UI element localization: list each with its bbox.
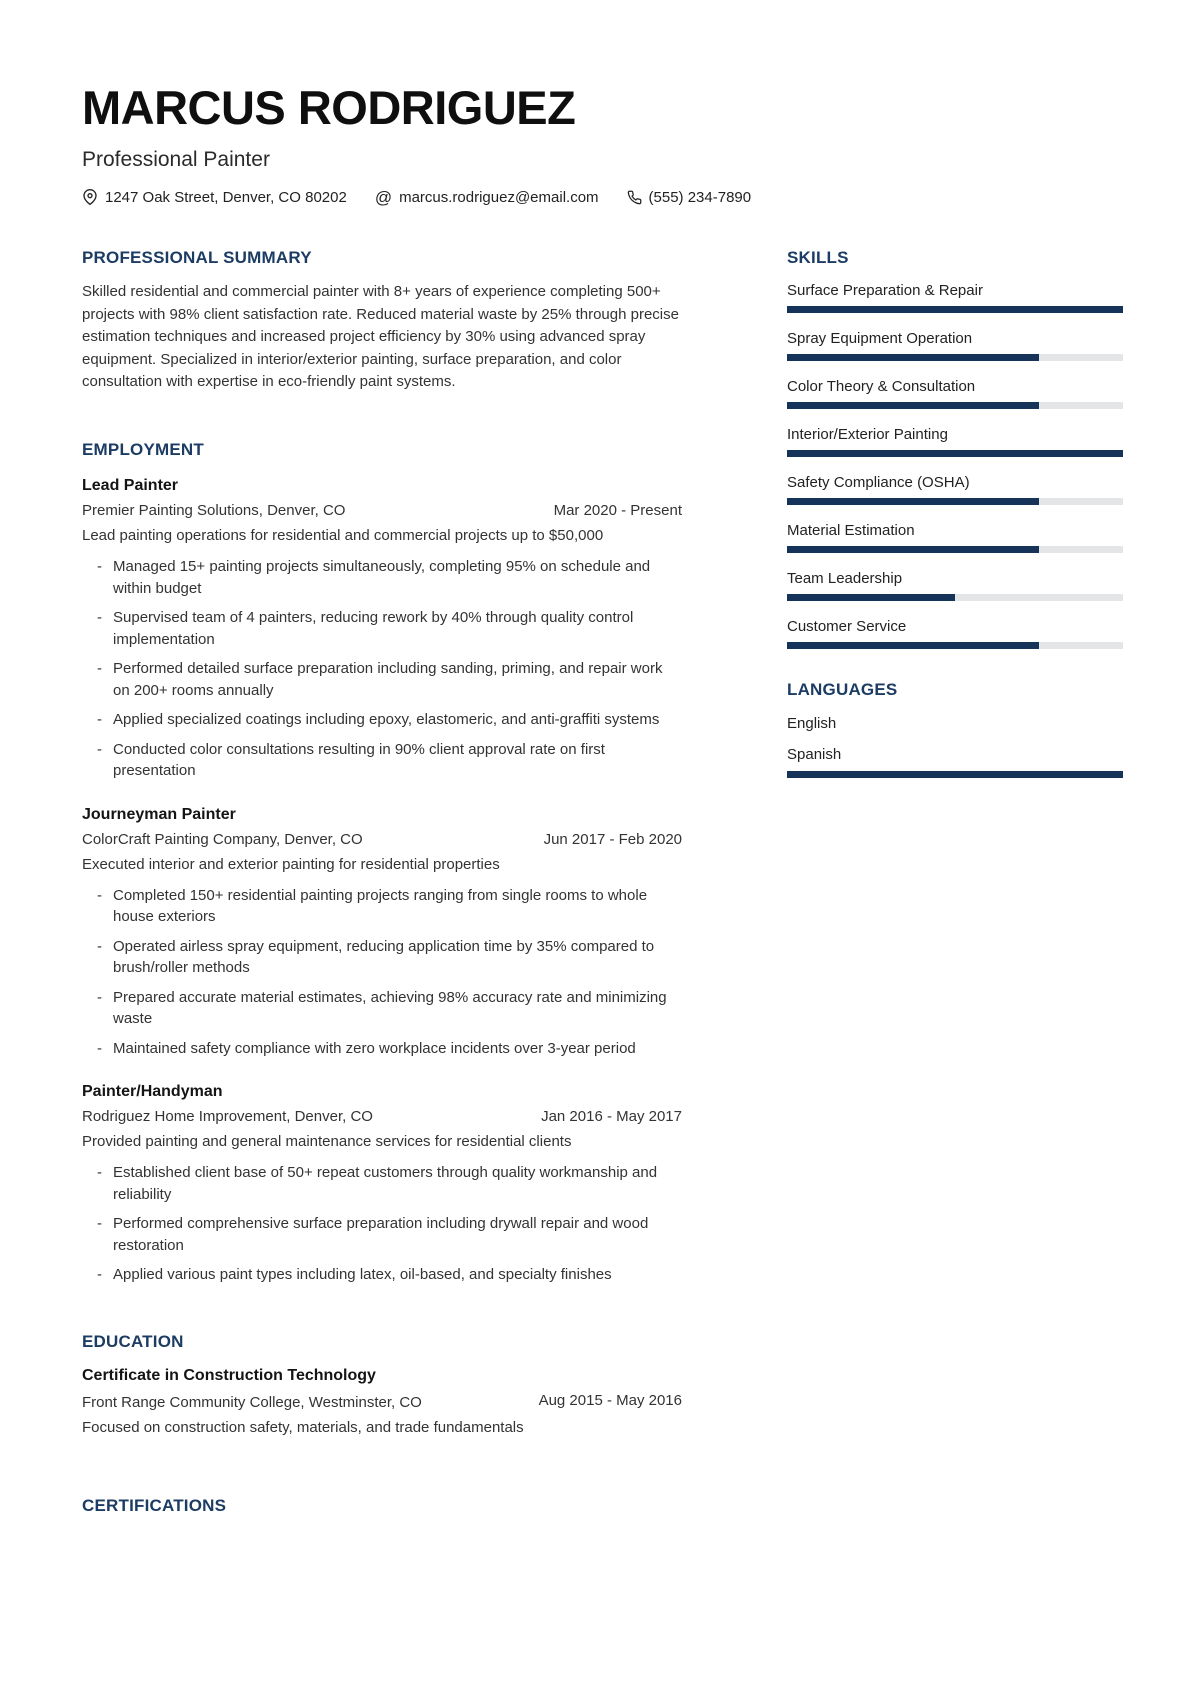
job-description: Lead painting operations for residential and commercial projects up to $50,000	[82, 527, 604, 545]
education-heading: EDUCATION	[82, 1331, 184, 1351]
skill-item	[787, 570, 1123, 601]
job-company: ColorCraft Painting Company, Denver, CO	[82, 830, 363, 848]
job-dates: Jun 2017 - Feb 2020	[543, 830, 682, 848]
bullet-dash: -	[97, 1215, 102, 1233]
bullet-dash: -	[97, 1266, 102, 1284]
education-description: Focused on construction safety, materials, and trade fundamentals	[82, 1419, 524, 1437]
contact-phone	[627, 189, 752, 206]
job-company-row	[82, 502, 682, 519]
job-entry	[82, 477, 682, 782]
skill-item	[787, 330, 1123, 361]
job-bullet	[82, 1038, 682, 1060]
skill-item	[787, 426, 1123, 457]
skills-list	[787, 282, 1123, 649]
skill-bar-track	[787, 546, 1123, 553]
employment-heading: EMPLOYMENT	[82, 439, 204, 459]
job-bullet-list	[82, 556, 682, 782]
bullet-dash: -	[97, 988, 102, 1006]
job-company: Premier Painting Solutions, Denver, CO	[82, 502, 346, 520]
skill-bar-track	[787, 354, 1123, 361]
contact-row	[82, 189, 1123, 206]
job-bullet	[82, 987, 682, 1030]
job-bullet	[82, 1213, 682, 1256]
bullet-text: Applied specialized coatings including epoxy, elastomeric, and anti-graffiti systems	[113, 711, 660, 729]
bullet-text: Established client base of 50+ repeat customers through quality workmanship and reliability	[113, 1164, 658, 1203]
job-bullet-list	[82, 885, 682, 1060]
email-at-icon: @	[374, 187, 393, 207]
phone-icon	[627, 190, 642, 205]
skill-bar-track	[787, 402, 1123, 409]
skill-bar-track	[787, 450, 1123, 457]
bullet-text: Performed detailed surface preparation including sanding, priming, and repair work on 200+ rooms annually	[113, 660, 663, 699]
job-bullet	[82, 936, 682, 979]
job-company: Rodriguez Home Improvement, Denver, CO	[82, 1108, 373, 1126]
job-bullet	[82, 1264, 682, 1286]
bullet-dash: -	[97, 1164, 102, 1182]
bullet-text: Supervised team of 4 painters, reducing rework by 40% through quality control implementation	[113, 609, 634, 648]
skill-item	[787, 618, 1123, 649]
skill-item	[787, 282, 1123, 313]
job-bullet	[82, 885, 682, 928]
education-school-row	[82, 1392, 682, 1414]
skill-bar-track	[787, 594, 1123, 601]
job-bullet	[82, 1162, 682, 1205]
language-label: English	[787, 714, 837, 732]
job-bullet	[82, 739, 682, 782]
job-title: Painter/Handyman	[82, 1083, 223, 1101]
main-column	[82, 248, 682, 1517]
skill-bar-fill	[787, 402, 1039, 409]
skill-label: Spray Equipment Operation	[787, 330, 973, 348]
job-bullet-list	[82, 1162, 682, 1286]
certifications-heading: CERTIFICATIONS	[82, 1496, 227, 1516]
skill-bar-track	[787, 306, 1123, 313]
skill-item	[787, 378, 1123, 409]
skill-label: Surface Preparation & Repair	[787, 282, 983, 300]
bullet-dash: -	[97, 886, 102, 904]
bullet-text: Conducted color consultations resulting in 90% client approval rate on first presentation	[113, 740, 605, 780]
bullet-text: Completed 150+ residential painting projects ranging from single rooms to whole house exteriors	[113, 886, 648, 926]
skill-bar-track	[787, 642, 1123, 649]
skill-bar-fill	[787, 546, 1039, 553]
language-item	[787, 715, 1123, 732]
job-dates: Jan 2016 - May 2017	[541, 1108, 682, 1126]
education-dates: Aug 2015 - May 2016	[538, 1392, 682, 1410]
skill-label: Safety Compliance (OSHA)	[787, 474, 970, 492]
section-languages	[787, 680, 1123, 777]
education-school: Front Range Community College, Westminster, CO	[82, 1394, 422, 1412]
job-company-row	[82, 1108, 682, 1125]
skill-bar-fill	[787, 354, 1039, 361]
job-bullet	[82, 607, 682, 650]
language-bar-fill	[787, 771, 1123, 778]
bullet-text: Managed 15+ painting projects simultaneously, completing 95% on schedule and within budget	[113, 558, 651, 597]
education-degree: Certificate in Construction Technology	[82, 1367, 376, 1385]
job-company-row	[82, 831, 682, 848]
job-bullet	[82, 709, 682, 731]
job-dates: Mar 2020 - Present	[553, 502, 682, 520]
bullet-text: Maintained safety compliance with zero workplace incidents over 3-year period	[113, 1039, 636, 1057]
languages-heading: LANGUAGES	[787, 680, 898, 700]
bullet-dash: -	[97, 937, 102, 955]
contact-email-text: marcus.rodriguez@email.com	[399, 188, 599, 206]
skill-bar-fill	[787, 498, 1039, 505]
job-bullet	[82, 556, 682, 599]
job-entry	[82, 806, 682, 1060]
job-title: Journeyman Painter	[82, 805, 236, 823]
sidebar	[787, 248, 1123, 1517]
job-bullet	[82, 658, 682, 701]
skill-label: Color Theory & Consultation	[787, 378, 976, 396]
skill-bar-fill	[787, 450, 1123, 457]
job-title: Lead Painter	[82, 477, 179, 495]
summary-text: Skilled residential and commercial painter with 8+ years of experience completing 500+ projects with 98% client satisfaction rate. Reduced material waste by 25% through precise estimation techniques and increased project efficiency by 30% using advanced spray equipment. Specialized in interior/exterior painting, surface preparation, and color consultation with expertise in eco-friendly paint systems.	[82, 283, 679, 391]
bullet-text: Operated airless spray equipment, reducing application time by 35% compared to brush/roller methods	[113, 937, 655, 977]
bullet-dash: -	[97, 1039, 102, 1057]
bullet-dash: -	[97, 609, 102, 627]
bullet-text: Performed comprehensive surface preparation including drywall repair and wood restoration	[113, 1215, 649, 1254]
summary-heading: PROFESSIONAL SUMMARY	[82, 247, 312, 267]
section-education	[82, 1332, 682, 1436]
language-item	[787, 746, 1123, 778]
languages-list	[787, 715, 1123, 778]
skill-bar-fill	[787, 306, 1123, 313]
skill-bar-fill	[787, 594, 955, 601]
contact-location-text: 1247 Oak Street, Denver, CO 80202	[105, 188, 347, 206]
skill-label: Interior/Exterior Painting	[787, 426, 948, 444]
skill-label: Material Estimation	[787, 522, 915, 540]
skills-heading: SKILLS	[787, 247, 849, 267]
candidate-name: MARCUS RODRIGUEZ	[82, 81, 576, 134]
job-entry	[82, 1083, 682, 1286]
skill-label: Customer Service	[787, 618, 907, 636]
contact-phone-text: (555) 234-7890	[648, 188, 752, 206]
contact-email	[375, 189, 599, 206]
resume-header	[82, 81, 1123, 207]
bullet-dash: -	[97, 660, 102, 678]
job-list	[82, 477, 682, 1286]
location-pin-icon	[82, 189, 98, 205]
bullet-text: Applied various paint types including latex, oil-based, and specialty finishes	[113, 1266, 612, 1284]
skill-bar-fill	[787, 642, 1039, 649]
job-description: Provided painting and general maintenance services for residential clients	[82, 1133, 572, 1151]
skill-item	[787, 474, 1123, 505]
bullet-dash: -	[97, 711, 102, 729]
section-certifications	[82, 1496, 682, 1516]
language-bar-track	[787, 771, 1123, 778]
skill-bar-track	[787, 498, 1123, 505]
language-label: Spanish	[787, 745, 842, 763]
bullet-dash: -	[97, 558, 102, 576]
skill-item	[787, 522, 1123, 553]
bullet-dash: -	[97, 740, 102, 758]
job-description: Executed interior and exterior painting for residential properties	[82, 855, 500, 873]
section-skills	[787, 248, 1123, 649]
contact-location	[82, 189, 347, 206]
candidate-title: Professional Painter	[82, 147, 270, 171]
section-professional-summary	[82, 248, 682, 394]
skill-label: Team Leadership	[787, 570, 903, 588]
bullet-text: Prepared accurate material estimates, achieving 98% accuracy rate and minimizing waste	[113, 988, 667, 1028]
section-employment	[82, 440, 682, 1286]
